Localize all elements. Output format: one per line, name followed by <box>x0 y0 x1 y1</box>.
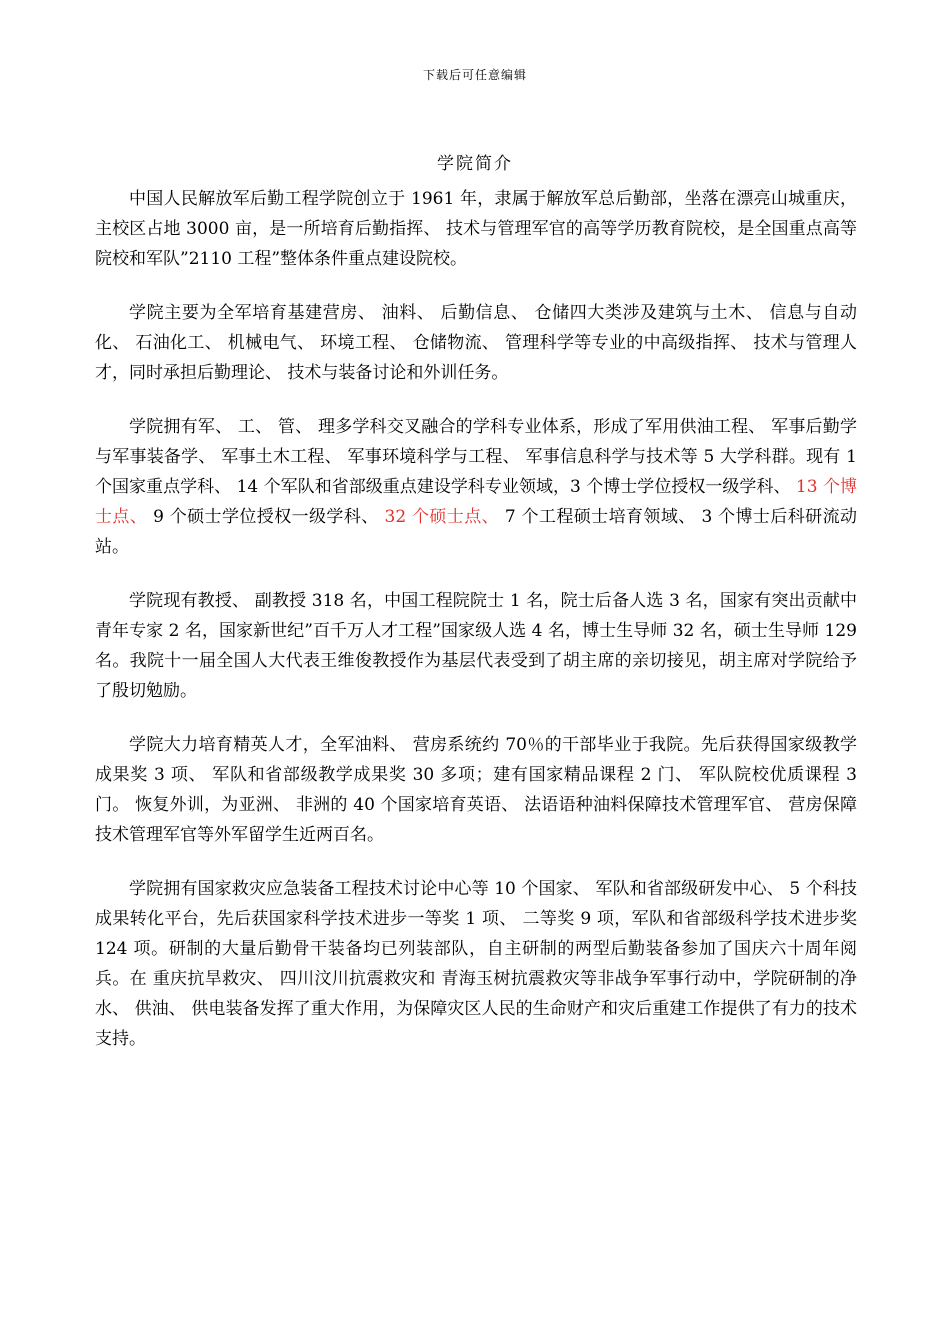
page-header-note: 下载后可任意编辑 <box>422 68 527 82</box>
master-points-highlight: 32 个硕士点、 <box>384 507 500 527</box>
disciplines-text-1: 学院拥有军、 工、 管、 理多学科交叉融合的学科专业体系，形成了军用供油工程、 军事后勤学与军事装备学、 军事土木工程、 军事环境科学与工程、 军事信息科学与技术等 5 大学科群。现有 1 个国家重点学科、 14 个军队和省部级重点建设学科专业领域，3 个博士学位授权一级学科、 <box>95 417 857 497</box>
paragraph-education: 学院大力培育精英人才，全军油料、 营房系统约 70％的干部毕业于我院。先后获得国家级教学成果奖 3 项、 军队和省部级教学成果奖 30 多项；建有国家精品课程 2 门、 军队院校优质课程 3 门。 恢复外训，为亚洲、 非洲的 40 个国家培育英语、 法语语种油料保障技术管理军官、 营房保障技术管理军官等外军留学生近两百名。 <box>95 735 857 845</box>
paragraph-research: 学院拥有国家救灾应急装备工程技术讨论中心等 10 个国家、 军队和省部级研发中心、 5 个科技成果转化平台，先后获国家科学技术进步一等奖 1 项、 二等奖 9 项，军队和省部级科学技术进步奖 124 项。研制的大量后勤骨干装备均已列装部队，自主研制的两型后勤装备参加了国庆六十周年阅兵。在 重庆抗旱救灾、 四川汶川抗震救灾和 青海玉树抗震救灾等非战争军事行动中，学院研制的净水、 供油、 供电装备发挥了重大作用，为保障灾区人民的生命财产和灾后重建工作提供了有力的技术支持。 <box>95 879 857 1049</box>
document-title: 学院简介 <box>437 154 513 174</box>
document-body <box>95 184 857 1078</box>
disciplines-text-2: 9 个硕士学位授权一级学科、 <box>147 507 385 527</box>
paragraph-founding: 中国人民解放军后勤工程学院创立于 1961 年，隶属于解放军总后勤部，坐落在漂亮山城重庆，主校区占地 3000 亩，是一所培育后勤指挥、 技术与管理军官的高等学历教育院校，是全国重点高等院校和军队”2110 工程”整体条件重点建设院校。 <box>95 189 857 269</box>
doctoral-points-highlight: 13 个博士点、 <box>95 477 857 527</box>
paragraph-faculty: 学院现有教授、 副教授 318 名，中国工程院院士 1 名，院士后备人选 3 名，国家有突出贡献中青年专家 2 名，国家新世纪”百千万人才工程”国家级人选 4 名，博士生导师 32 名，硕士生导师 129 名。我院十一届全国人大代表王维俊教授作为基层代表受到了胡主席的亲切接见，胡主席对学院给予了殷切勉励。 <box>95 591 857 701</box>
disciplines-text-3: 7 个工程硕士培育领域、 3 个博士后科研流动站。 <box>95 507 858 557</box>
paragraph-training-mission: 学院主要为全军培育基建营房、 油料、 后勤信息、 仓储四大类涉及建筑与土木、 信息与自动化、 石油化工、 机械电气、 环境工程、 仓储物流、 管理科学等专业的中高级指挥、 技术与管理人才，同时承担后勤理论、 技术与装备讨论和外训任务。 <box>95 303 857 383</box>
paragraph-disciplines <box>95 412 857 562</box>
